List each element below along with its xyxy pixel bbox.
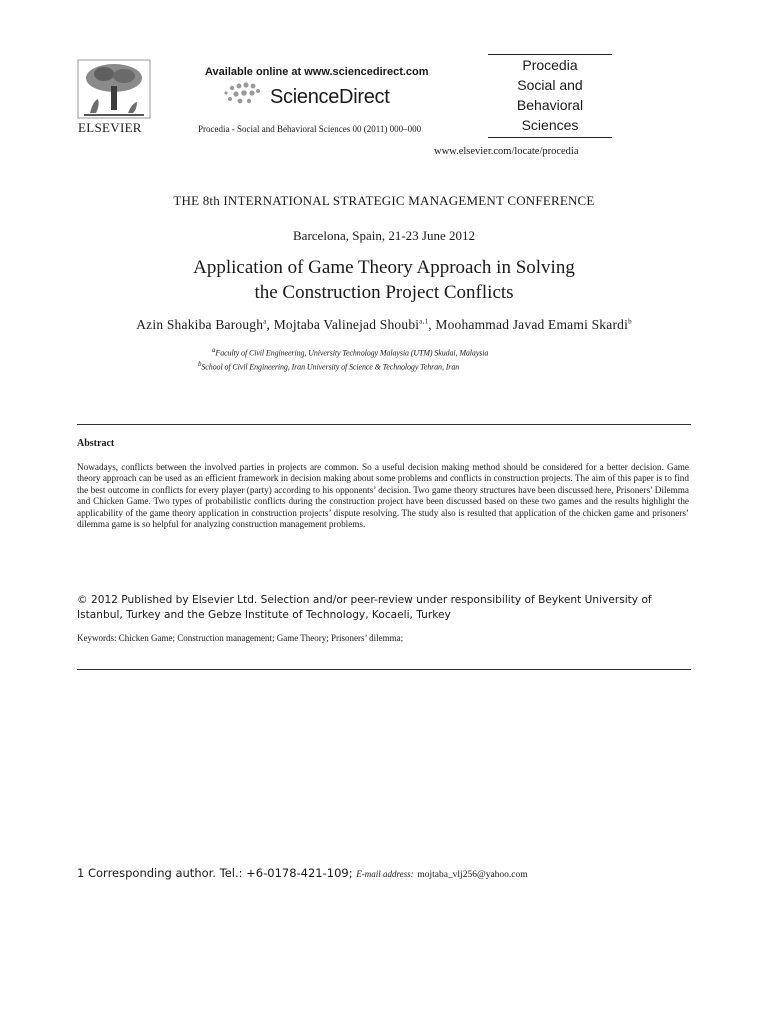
affiliation-mark: b: [198, 360, 202, 368]
conference-name: THE 8th INTERNATIONAL STRATEGIC MANAGEMENT CONFERENCE: [173, 193, 595, 208]
abstract-top-divider: [77, 424, 691, 425]
footnote-text: 1 Corresponding author. Tel.: +6-0178-421-109;: [77, 866, 353, 880]
author-list: [0, 317, 768, 333]
author-separator: ,: [428, 317, 436, 332]
author-affiliation-mark: a: [263, 317, 267, 326]
author-name: Azin Shakiba Barough: [136, 317, 264, 332]
keywords-line: Keywords: Chicken Game; Construction management; Game Theory; Prisoners’ dilemma;: [77, 633, 404, 643]
abstract-body: Nowadays, conflicts between the involved parties in projects are common. So a useful decision making method should be considered for a better decision. Game theory approach can be used as an efficient framework in decision making about some problems and conflicts in construction projects. The aim of this paper is to find the best outcome in conflicts for every player (party) according to his opponents’ decision. Two game theory structures have been discussed here, Prisoners’ Dilemma and Chicken Game. Two types of probabilistic conflicts during the construction project have been discussed based on these two games and the results highlight the applicability of the game theory application in construction projects’ dispute resolving. The study also is resulted that application of the chicken game and prisoners’ dilemma game is so helpful for analyzing construction management problems.: [77, 462, 689, 530]
journal-title-line: Procedia: [522, 57, 578, 73]
publisher-name: ELSEVIER: [78, 120, 142, 135]
email-label: E-mail address:: [356, 869, 414, 879]
affiliation-a: [212, 346, 488, 358]
journal-title-line: Behavioral: [516, 97, 584, 113]
affiliation-text: Faculty of Civil Engineering, University Technology Malaysia (UTM) Skudai, Malaysia: [215, 348, 489, 358]
paper-title-line: Application of Game Theory Approach in Solving: [193, 257, 575, 278]
author-affiliation-mark: a,1: [419, 317, 429, 326]
journal-title-line: Sciences: [521, 117, 579, 133]
journal-title-box: [488, 54, 612, 138]
available-online-link[interactable]: Available online at www.sciencedirect.com: [205, 66, 429, 78]
journal-url-link[interactable]: www.elsevier.com/locate/procedia: [434, 146, 579, 157]
journal-citation: Procedia - Social and Behavioral Sciences 00 (2011) 000–000: [198, 124, 422, 134]
sciencedirect-dots-icon: [222, 80, 272, 110]
author-name: Moohammad Javad Emami Skardi: [435, 317, 629, 332]
corresponding-author-footnote: [77, 866, 528, 880]
conference-location: Barcelona, Spain, 21-23 June 2012: [293, 228, 475, 243]
abstract-heading: Abstract: [77, 438, 115, 449]
sciencedirect-wordmark: ScienceDirect: [270, 86, 390, 108]
author-name: Mojtaba Valinejad Shoubi: [273, 317, 420, 332]
affiliation-b: [198, 360, 459, 372]
affiliation-text: School of Civil Engineering, Iran University of Science & Technology Tehran, Iran: [201, 362, 460, 372]
journal-title-line: Social and: [517, 77, 583, 93]
paper-title: [0, 255, 768, 305]
abstract-bottom-divider: [77, 669, 691, 670]
author-separator: ,: [266, 317, 274, 332]
affiliation-mark: a: [212, 346, 216, 354]
copyright-notice: © 2012 Published by Elsevier Ltd. Selection and/or peer-review under responsibility of Beykent University of Istanbul, Turkey and the Gebze Institute of Technology, Kocaeli, Turkey: [77, 594, 652, 621]
paper-title-line: the Construction Project Conflicts: [254, 282, 514, 303]
author-affiliation-mark: b: [628, 317, 632, 326]
email-link[interactable]: mojtaba_vlj256@yahoo.com: [417, 870, 528, 880]
